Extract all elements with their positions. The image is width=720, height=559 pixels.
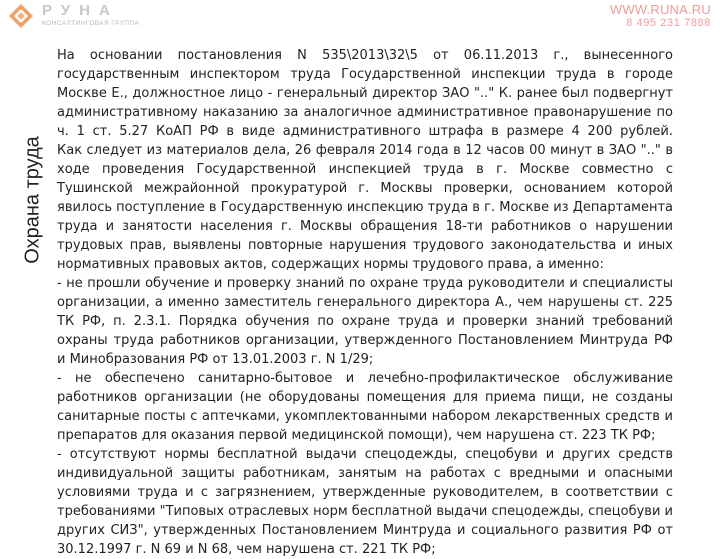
document-body [57, 46, 673, 559]
phone-number: 8 495 231 7888 [626, 17, 711, 29]
paragraph-violation-sanitary: - не обеспечено санитарно-бытовое и лечебно-профилактическое обслуживание работников организации (не оборудованы помещения для приема пищи, не созданы санитарные посты с аптечками, укомплектованными набором лекарственных средств и препаратов для оказания первой медицинской помощи), чем нарушена ст. 223 ТК РФ; [57, 371, 673, 443]
paragraph-violation-training: - не прошли обучение и проверку знаний по охране труда руководители и специалисты организации, а именно заместитель генерального директора А., чем нарушены ст. 225 ТК РФ, п. 2.3.1. Порядка обучения по охране труда и проверки знаний требований охраны труда работников организации, утвержденного Постановлением Минтруда РФ и Минобразования РФ от 13.01.2003 г. N 1/29; [57, 276, 673, 367]
paragraph-violation-ppe: - отсутствуют нормы бесплатной выдачи спецодежды, спецобуви и других средств индивидуальной защиты работникам, занятым на работах с вредными и опасными условиями труда и с загрязнением, утвержденные руководителем, в соответствии с требованиями "Типовых отраслевых норм бесплатной выдачи спецодежды, спецобуви и других СИЗ", утвержденных Постановлением Минтруда и социального развития РФ от 30.12.1997 г. N 69 и N 68, чем нарушена ст. 221 ТК РФ; [57, 447, 673, 557]
logo-name: РУНА [42, 2, 119, 19]
company-logo[interactable] [8, 3, 198, 33]
section-label: Охрана труда [21, 136, 44, 264]
website-link[interactable]: WWW.RUNA.RU [609, 2, 711, 17]
diamond-logo-icon [8, 3, 34, 29]
paragraph-resolution: На основании постановления N 535\2013\32\5 от 06.11.2013 г., вынесенного государственным инспектором труда Государственной инспекции труда в городе Москве Е., должностное лицо - генеральный директор ЗАО ".." К. ранее был подвергнут административному наказанию за аналогичное административное правонарушение по ч. 1 ст. 5.27 КоАП РФ в виде административного штрафа в размере 4 200 рублей. [57, 48, 673, 139]
logo-tagline: КОНСАЛТИНГОВАЯ ГРУППА [42, 20, 140, 27]
paragraph-inspection: Как следует из материалов дела, 26 февраля 2014 года в 12 часов 00 минут в ЗАО ".." в ходе проведения Государственной инспекцией труда в г. Москве совместно с Тушинской межрайонной прокуратурой г. Москвы проверки, основанием которой явилось поступление в Государственную инспекцию труда в г. Москве из Департамента труда и занятости населения г. Москвы обращения 18-ти работников о нарушении трудовых прав, выявлены повторные нарушения трудового законодательства и иных нормативных правовых актов, содержащих нормы трудового права, а именно: [57, 143, 673, 272]
contact-info [610, 2, 711, 30]
section-label-container [19, 66, 47, 334]
